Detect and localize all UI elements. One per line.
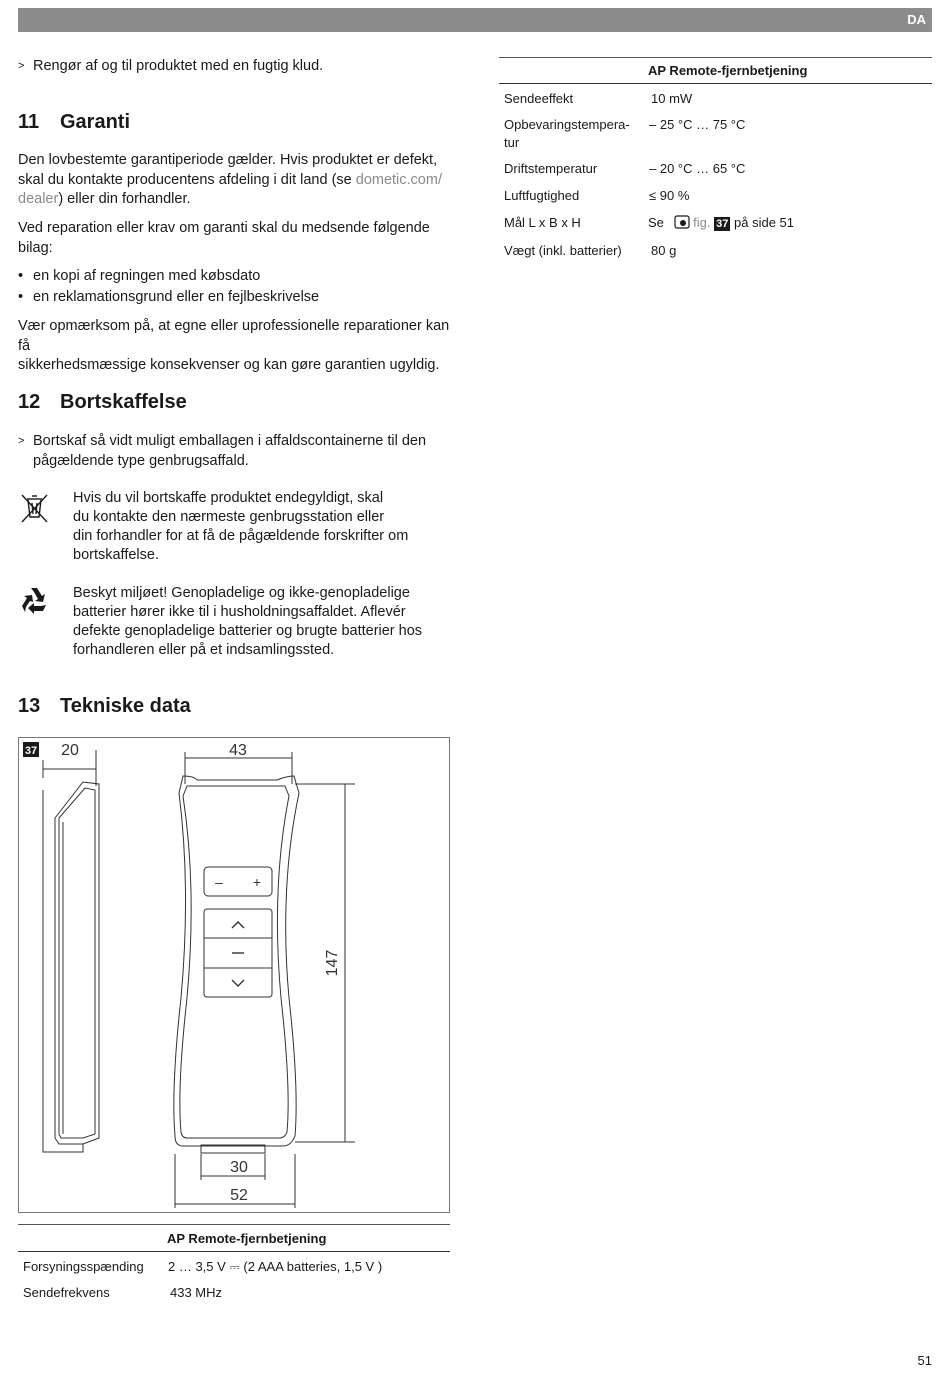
spec-label: Sendefrekvens [23, 1285, 110, 1300]
side-view [43, 750, 99, 1152]
dimension-depth-label: 20 [61, 742, 79, 759]
text-line: Se [648, 215, 664, 230]
section-number: 13 [18, 695, 41, 717]
text-line: Bortskaf så vidt muligt emballagen i affaldscontainerne til den [33, 433, 427, 449]
section-title: Garanti [60, 111, 131, 133]
section-number: 11 [18, 111, 40, 133]
plus-button-symbol: + [252, 874, 262, 890]
dimension-height-label: 147 [324, 949, 341, 977]
language-label: DA [907, 12, 926, 27]
figure-link[interactable]: fig. [693, 215, 711, 230]
spec-value: ≤ 90 % [649, 188, 690, 203]
text-line: Ved reparation eller krav om garanti skal du medsende følgende [18, 220, 430, 236]
bullet-icon: • [18, 268, 24, 284]
remote-drawing [19, 738, 449, 1212]
figure-badge: 37 [716, 218, 729, 230]
spec-label: Mål L x B x H [504, 215, 581, 230]
spec-value: 2 … 3,5 V ⎓ (2 AAA batteries, 1,5 V ) [168, 1259, 383, 1274]
section-heading-tekniske-data [18, 695, 191, 718]
text-line: din forhandler for at få de pågældende forskrifter om [73, 528, 409, 544]
packaging-step-text [18, 432, 448, 471]
dimension-width-label: 43 [229, 742, 247, 759]
text-line: defekte genopladelige batterier og brugte batterier hos [73, 623, 423, 639]
figure-badge: 37 [24, 745, 38, 757]
spec-value: 433 MHz [170, 1285, 223, 1300]
text-line: på side 51 [734, 215, 794, 230]
spec-label: Opbevaringstempera- [504, 117, 630, 132]
text-line: forhandleren eller på et indsamlingssted. [73, 642, 335, 658]
text-line: bilag: [18, 239, 53, 256]
crossed-bin-icon [18, 491, 50, 523]
right-table-header: AP Remote-fjernbetjening [648, 63, 808, 78]
recycle-icon [18, 585, 50, 617]
list-item [18, 288, 319, 308]
table-top-rule [499, 57, 932, 58]
bottom-table-header: AP Remote-fjernbetjening [167, 1231, 327, 1246]
dimension-bottom-inner-label: 30 [230, 1159, 248, 1176]
spec-label: Vægt (inkl. batterier) [504, 243, 622, 258]
bullet-icon: • [18, 289, 24, 305]
text-line: Beskyt miljøet! Genopladelige og ikke-genopladelige [73, 585, 410, 601]
garanti-paragraph-2 [18, 219, 458, 258]
packaging-step [18, 432, 448, 471]
table-top-rule [18, 1224, 450, 1225]
section-heading-garanti [18, 111, 130, 134]
camera-icon [674, 215, 690, 229]
text-line: Vær opmærksom på, at egne eller uprofessionelle reparationer kan få [18, 318, 450, 354]
dimension-bottom-outer-label: 52 [230, 1187, 248, 1204]
spec-value: 80 g [651, 243, 677, 258]
table-header-rule [499, 83, 932, 84]
text-line: Den lovbestemte garantiperiode gælder. Hvis produktet er defekt, [18, 152, 438, 168]
cleaning-step [18, 57, 448, 77]
step-arrow-icon: > [18, 60, 25, 72]
spec-label: Sendeeffekt [504, 91, 574, 106]
text-line: bortskaffelse. [73, 547, 159, 563]
dealer-link-cont[interactable]: dealer [18, 191, 59, 207]
text-line: skal du kontakte producentens afdeling i dit land (se [18, 171, 356, 188]
step-arrow-icon: > [18, 435, 25, 447]
garanti-paragraph-3 [18, 317, 458, 376]
text-line: Hvis du vil bortskaffe produktet endegyldigt, skal [73, 490, 384, 506]
garanti-paragraph-1 [18, 151, 458, 210]
section-heading-bortskaffelse [18, 391, 187, 414]
spec-value [648, 214, 794, 231]
cleaning-step-text: Rengør af og til produktet med en fugtig klud. [33, 58, 324, 74]
list-item-text: en reklamationsgrund eller en fejlbeskrivelse [33, 289, 320, 305]
section-title: Bortskaffelse [60, 391, 187, 413]
text-line: ) eller din forhandler. [58, 191, 191, 207]
remote-dimension-figure [18, 737, 450, 1213]
table-header-rule [18, 1251, 450, 1252]
dealer-link[interactable]: dometic.com/ [355, 171, 442, 188]
list-item-text: en kopi af regningen med købsdato [33, 268, 261, 284]
spec-value: – 20 °C … 65 °C [649, 161, 746, 176]
section-number: 12 [18, 391, 41, 413]
spec-label: Forsyningsspænding [23, 1259, 144, 1274]
page-number: 51 [917, 1353, 932, 1368]
spec-value: – 25 °C … 75 °C [649, 117, 746, 132]
disposal-note [73, 489, 443, 565]
front-view [174, 752, 355, 1208]
down-chevron-icon [232, 980, 244, 986]
header-bar [18, 8, 932, 32]
up-chevron-icon [232, 922, 244, 928]
minus-button-symbol: – [215, 874, 223, 890]
battery-note [73, 584, 443, 660]
spec-label: Luftfugtighed [504, 188, 580, 203]
text-line: du kontakte den nærmeste genbrugsstation eller [73, 509, 385, 525]
text-line: batterier hører ikke til i husholdningsaffaldet. Aflevér [73, 604, 406, 620]
spec-value: 10 mW [651, 91, 693, 106]
spec-label: Driftstemperatur [504, 161, 598, 176]
list-item [18, 267, 260, 287]
text-line: sikkerhedsmæssige konsekvenser og kan gøre garantien ugyldig. [18, 357, 440, 373]
text-line: pågældende type genbrugsaffald. [33, 452, 249, 469]
section-title: Tekniske data [60, 695, 191, 717]
spec-label-cont: tur [504, 135, 520, 150]
